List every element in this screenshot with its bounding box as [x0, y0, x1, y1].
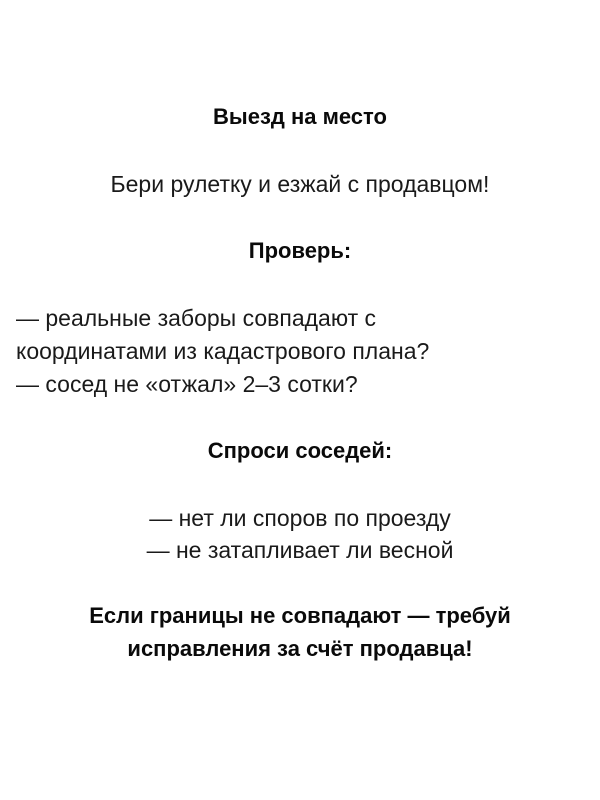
- intro-text: Бери рулетку и езжай с продавцом!: [110, 171, 490, 197]
- conclusion-line-1: Если границы не совпадают — требуй: [89, 603, 511, 628]
- ask-item-flooding: — не затапливает ли весной: [146, 537, 454, 563]
- section-title: Выезд на место: [213, 104, 387, 129]
- conclusion-line-2: исправления за счёт продавца!: [127, 636, 473, 661]
- check-item-fences-continued: координатами из кадастрового плана?: [16, 338, 430, 364]
- check-item-neighbor: — сосед не «отжал» 2–3 сотки?: [16, 371, 358, 397]
- ask-neighbors-heading: Спроси соседей:: [207, 438, 393, 463]
- check-item-fences: — реальные заборы совпадают с: [16, 305, 376, 331]
- ask-item-access-road: — нет ли споров по проезду: [149, 505, 451, 531]
- check-heading: Проверь:: [248, 238, 352, 263]
